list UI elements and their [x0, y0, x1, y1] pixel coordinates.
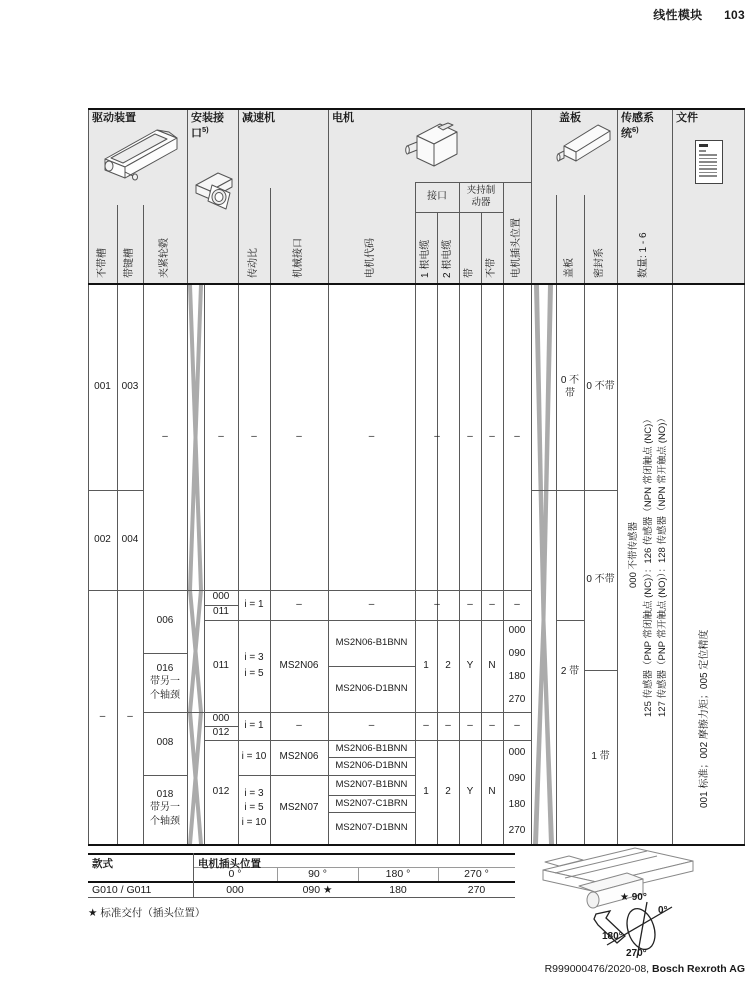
plug-position-header: 电机插头位置 — [198, 858, 261, 870]
grid-line — [88, 881, 515, 883]
col-label-cable1: 1 根电缆 — [420, 239, 431, 278]
col-label-with-brake: 带 — [464, 268, 475, 278]
motor-image — [405, 114, 463, 178]
col-label-motor-code: 电机代码 — [365, 238, 376, 278]
plug-value: 180 — [508, 671, 526, 683]
cover-image — [556, 112, 618, 176]
empty-option-cell: – — [368, 719, 375, 731]
col-label-cable2: 2 根电缆 — [442, 239, 453, 278]
empty-option-cell: – — [514, 719, 520, 731]
empty-option-cell: – — [296, 431, 302, 443]
plug-position-cell — [503, 620, 531, 712]
ratio-cell: i = 10 — [241, 751, 267, 763]
mount-code-cell: 011 — [213, 606, 229, 618]
motor-code-cell: MS2N07-C1BRN — [335, 797, 408, 809]
degree-header: 180 ° — [385, 868, 411, 880]
style-column-header: 款式 — [92, 858, 113, 870]
cover-connector-graphic — [531, 285, 556, 844]
plug-value: 000 — [508, 625, 526, 637]
column-group-doc: 文件 — [676, 112, 698, 124]
mech-interface-cell: MS2N07 — [279, 802, 319, 814]
col-label-mech-interface: 机械接口 — [293, 238, 304, 278]
empty-option-cell: – — [251, 431, 257, 443]
column-group-motor: 电机 — [332, 112, 354, 124]
motor-code-cell: MS2N06-B1BNN — [335, 637, 408, 649]
drive-code-cell: 004 — [121, 533, 139, 545]
diagram-label-90: ★ 90° — [620, 892, 647, 903]
cable-option-cell: 1 — [423, 659, 429, 671]
empty-option-cell: – — [99, 711, 106, 723]
sensor-options-text: 000 不带传感器 — [628, 522, 639, 588]
clamp-hub-cell: 016 带另一 个轴颈 — [150, 662, 180, 701]
mount-code-cell: 000 — [212, 712, 230, 724]
page-header — [5, 6, 745, 23]
plug-code-value: 090 ★ — [302, 884, 333, 896]
grid-line — [744, 108, 745, 845]
ratio-cell: i = 1 — [244, 598, 264, 610]
col-label-quantity: 数量: 1 - 6 — [638, 232, 649, 278]
empty-option-cell: – — [489, 431, 495, 443]
cover-option-cell: 0 不带 — [560, 375, 580, 399]
cover-option-cell: 2 带 — [560, 666, 580, 678]
brand-name: Bosch Rexroth AG — [652, 963, 745, 975]
plug-value: 270 — [508, 694, 526, 706]
page-title: 线性模块 — [653, 8, 703, 22]
motor-code-cell: MS2N07-B1BNN — [335, 779, 408, 791]
sensor-options-text: 127 传感器（PNP 常开触点 (NO)）：128 传感器（NPN 常开触点 (NO)） — [657, 413, 668, 717]
brake-option-cell: N — [488, 785, 496, 797]
motor-code-cell: MS2N07-D1BNN — [335, 822, 408, 834]
page-footer — [5, 963, 745, 975]
plug-value: 000 — [508, 746, 526, 758]
documentation-options-text: 001 标准；002 摩擦力矩；005 定位精度 — [699, 629, 710, 808]
brake-option-cell: Y — [466, 785, 474, 797]
col-label-ratio: 传动比 — [248, 248, 259, 278]
empty-option-cell: – — [467, 598, 473, 610]
drive-code-cell: 002 — [94, 533, 111, 545]
grid-line — [531, 108, 532, 845]
ratio-cell: i = 1 — [244, 719, 264, 731]
clamp-hub-cell: 006 — [156, 615, 174, 627]
plug-value: 090 — [508, 648, 526, 660]
brake-option-cell: N — [488, 659, 496, 671]
subheader-interface: 接口 — [427, 190, 447, 202]
cable-option-cell: 1 — [423, 785, 429, 797]
col-label-seal: 密封系 — [594, 248, 605, 278]
ratio-cell: i = 3 i = 5 i = 10 — [241, 787, 267, 828]
plug-value: 270 — [508, 824, 526, 836]
empty-option-cell: – — [489, 719, 495, 731]
brake-option-cell: Y — [466, 659, 474, 671]
empty-option-cell: – — [467, 719, 473, 731]
diagram-label-180: 180° — [602, 931, 623, 942]
empty-option-cell: – — [296, 598, 302, 610]
grid-line — [88, 853, 515, 855]
mech-interface-cell: MS2N06 — [279, 751, 319, 763]
empty-option-cell: – — [368, 598, 375, 610]
cable-option-cell: 2 — [445, 659, 451, 671]
grid-line — [672, 108, 673, 845]
grid-line — [187, 108, 188, 845]
column-group-cover: 盖板 — [559, 112, 581, 124]
col-label-clamp-hub: 夹紧轮毂 — [159, 238, 170, 278]
column-group-sensor: 传感系 统$^{6)}$ — [621, 112, 654, 140]
degree-header: 270 ° — [464, 868, 489, 880]
mech-interface-cell: MS2N06 — [279, 659, 319, 671]
drive-code-cell: 001 — [94, 381, 111, 393]
plug-value: 180 — [508, 798, 526, 810]
sensor-options-text: 125 传感器（PNP 常闭触点 (NC)）：126 传感器（NPN 常闭触点 (NC)） — [643, 414, 654, 717]
page-number: 103 — [724, 8, 745, 22]
column-group-drive: 驱动装置 — [92, 112, 136, 124]
empty-option-cell: – — [467, 431, 473, 443]
col-label-without-brake: 不带 — [486, 258, 497, 278]
mounting-interface-image — [192, 163, 238, 213]
empty-option-cell: – — [296, 719, 302, 731]
standard-delivery-note: ★ 标准交付（插头位置） — [88, 907, 206, 919]
cable-option-cell: 2 — [445, 785, 451, 797]
document-number: R999000476/2020-08, — [544, 963, 653, 975]
empty-option-cell: – — [514, 431, 520, 443]
col-label-no-slot: 不带槽 — [97, 248, 108, 278]
document-icon — [695, 140, 723, 184]
empty-option-cell: – — [368, 431, 375, 443]
mount-code-cell: 012 — [212, 785, 230, 797]
mount-connector-graphic — [187, 285, 204, 844]
degree-header: 90 ° — [308, 868, 327, 880]
grid-line — [415, 212, 503, 213]
mount-code-cell: 012 — [212, 726, 230, 738]
seal-option-cell: 1 带 — [591, 751, 610, 763]
degree-header: 0 ° — [228, 868, 242, 880]
clamp-hub-cell: 018 带另一 个轴颈 — [150, 788, 180, 827]
mount-code-cell: 000 — [212, 591, 230, 603]
column-group-mount: 安装接 口$^{5)}$ — [191, 112, 224, 140]
empty-option-cell: – — [489, 598, 495, 610]
plug-value: 090 — [508, 772, 526, 784]
seal-option-cell: 0 不带 — [586, 381, 615, 393]
empty-option-cell: – — [445, 719, 451, 731]
empty-option-cell: – — [218, 431, 224, 443]
grid-line — [617, 108, 618, 845]
plug-code-value: 270 — [467, 884, 486, 896]
empty-option-cell: – — [434, 598, 440, 610]
clamp-hub-cell: 008 — [156, 737, 174, 749]
drive-code-cell: 003 — [121, 381, 139, 393]
plug-position-cell — [503, 740, 531, 844]
mount-code-cell: 011 — [213, 659, 229, 671]
motor-code-cell: MS2N06-B1BNN — [335, 742, 408, 754]
col-label-cover: 盖板 — [564, 258, 575, 278]
subheader-brake: 夹持制 动器 — [466, 185, 496, 208]
seal-option-cell: 0 不带 — [586, 573, 615, 585]
plug-code-value: 180 — [389, 884, 407, 896]
empty-option-cell: – — [423, 719, 429, 731]
motor-code-cell: MS2N06-D1BNN — [335, 760, 408, 772]
diagram-label-270: 270° — [626, 948, 647, 959]
style-row-label: G010 / G011 — [92, 884, 152, 896]
ratio-cell: i = 3 i = 5 — [244, 652, 264, 679]
drive-unit-image — [97, 116, 185, 190]
diagram-label-0: 0° — [658, 905, 668, 916]
plug-code-value: 000 — [226, 884, 244, 896]
grid-line — [88, 108, 745, 110]
column-group-gear: 减速机 — [242, 112, 275, 124]
empty-option-cell: – — [127, 711, 133, 723]
col-label-plug-position: 电机插头位置 — [511, 218, 522, 278]
empty-option-cell: – — [434, 431, 440, 443]
empty-option-cell: – — [514, 598, 520, 610]
motor-code-cell: MS2N06-D1BNN — [335, 683, 408, 695]
grid-line — [88, 897, 515, 898]
empty-option-cell: – — [162, 431, 168, 443]
col-label-keyway: 带键槽 — [124, 248, 135, 278]
